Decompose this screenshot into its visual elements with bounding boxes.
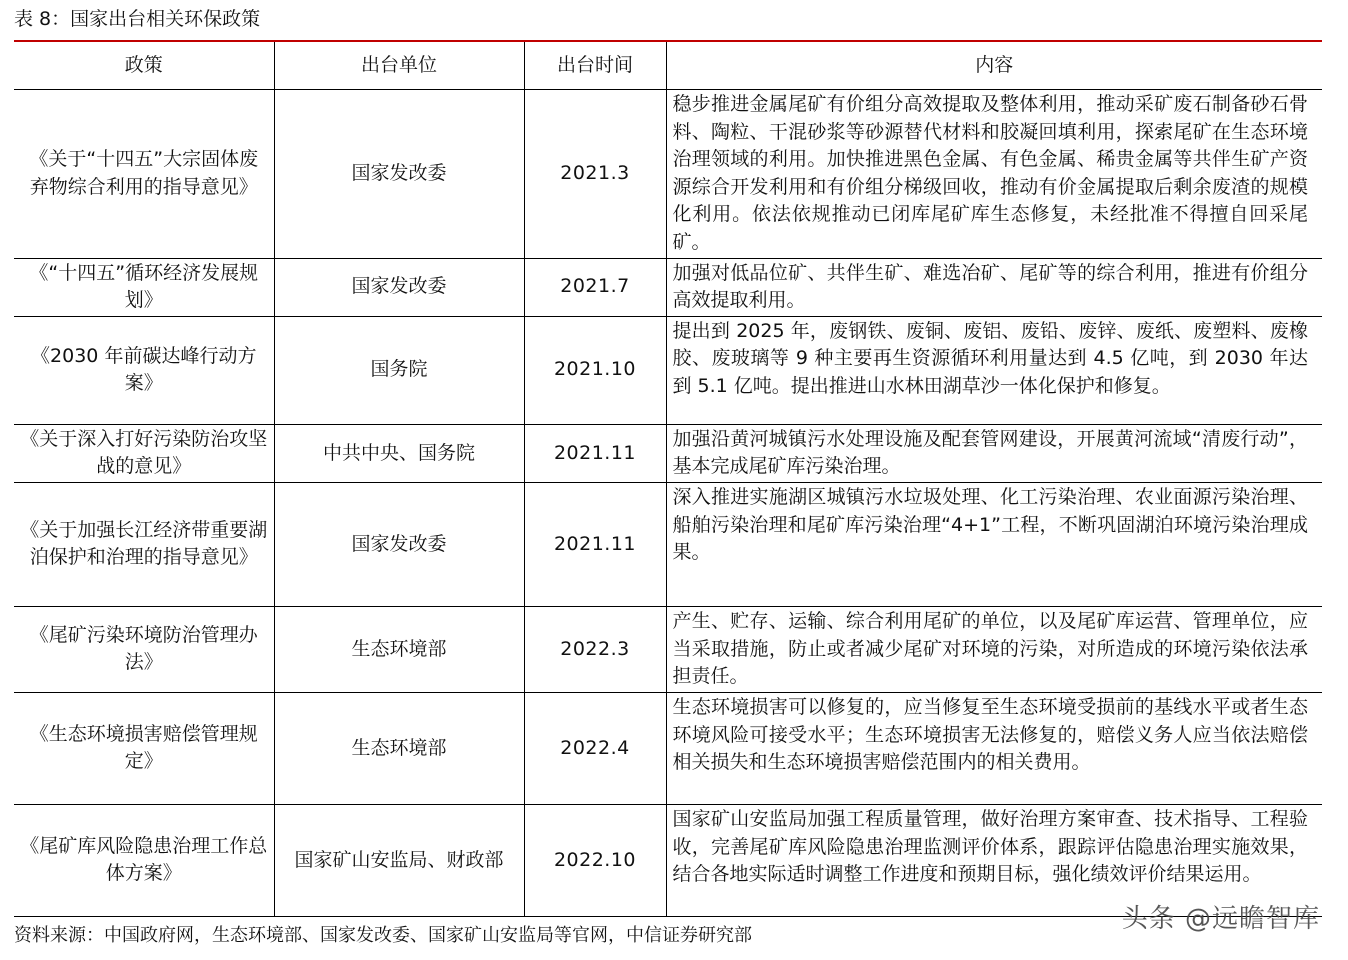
policy-cell: 《尾矿库风险隐患治理工作总体方案》 [14,804,274,916]
unit-cell: 国务院 [274,316,524,424]
date-cell: 2022.10 [524,804,666,916]
table-row [14,258,1322,316]
date-cell: 2021.7 [524,258,666,316]
table-body [14,90,1322,917]
table-row [14,482,1322,606]
policy-cell: 《尾矿污染环境防治管理办法》 [14,606,274,692]
policy-cell: 《关于“十四五”大宗固体废弃物综合利用的指导意见》 [14,90,274,259]
unit-cell: 中共中央、国务院 [274,424,524,482]
table-row [14,90,1322,259]
content-cell: 深入推进实施湖区城镇污水垃圾处理、化工污染治理、农业面源污染治理、船舶污染治理和尾矿库污染治理“4+1”工程，不断巩固湖泊环境污染治理成果。 [666,482,1322,606]
policy-cell: 《“十四五”循环经济发展规划》 [14,258,274,316]
policy-cell: 《生态环境损害赔偿管理规定》 [14,692,274,804]
table-row [14,692,1322,804]
content-cell: 加强沿黄河城镇污水处理设施及配套管网建设，开展黄河流域“清废行动”，基本完成尾矿库污染治理。 [666,424,1322,482]
table-row [14,424,1322,482]
content-cell: 产生、贮存、运输、综合利用尾矿的单位，以及尾矿库运营、管理单位，应当采取措施，防止或者减少尾矿对环境的污染，对所造成的环境污染依法承担责任。 [666,606,1322,692]
header-unit: 出台单位 [274,42,524,90]
table-row [14,316,1322,424]
table-caption: 表 8：国家出台相关环保政策 [14,8,261,30]
unit-cell: 生态环境部 [274,606,524,692]
policy-cell: 《关于加强长江经济带重要湖泊保护和治理的指导意见》 [14,482,274,606]
table-row [14,606,1322,692]
header-content: 内容 [666,42,1322,90]
content-cell: 生态环境损害可以修复的，应当修复至生态环境受损前的基线水平或者生态环境风险可接受水平；生态环境损害无法修复的，赔偿义务人应当依法赔偿相关损失和生态环境损害赔偿范围内的相关费用。 [666,692,1322,804]
policy-table [14,42,1322,917]
unit-cell: 国家发改委 [274,482,524,606]
unit-cell: 国家矿山安监局、财政部 [274,804,524,916]
source-note: 资料来源：中国政府网，生态环境部、国家发改委、国家矿山安监局等官网，中信证券研究部 [14,925,752,946]
header-date: 出台时间 [524,42,666,90]
content-cell: 稳步推进金属尾矿有价组分高效提取及整体利用，推动采矿废石制备砂石骨料、陶粒、干混砂浆等砂源替代材料和胶凝回填利用，探索尾矿在生态环境治理领域的利用。加快推进黑色金属、有色金属、稀贵金属等共伴生矿产资源综合开发利用和有价组分梯级回收，推动有价金属提取后剩余废渣的规模化利用。依法依规推动已闭库尾矿库生态修复，未经批准不得擅自回采尾矿。 [666,90,1322,259]
content-cell: 国家矿山安监局加强工程质量管理，做好治理方案审查、技术指导、工程验收，完善尾矿库风险隐患治理监测评价体系，跟踪评估隐患治理实施效果，结合各地实际适时调整工作进度和预期目标，强化绩效评价结果运用。 [666,804,1322,916]
date-cell: 2021.3 [524,90,666,259]
date-cell: 2021.11 [524,482,666,606]
watermark: 头条 @远瞻智库 [1121,904,1320,934]
unit-cell: 国家发改委 [274,258,524,316]
date-cell: 2021.10 [524,316,666,424]
date-cell: 2021.11 [524,424,666,482]
unit-cell: 生态环境部 [274,692,524,804]
content-cell: 提出到 2025 年，废钢铁、废铜、废铝、废铅、废锌、废纸、废塑料、废橡胶、废玻璃等 9 种主要再生资源循环利用量达到 4.5 亿吨，到 2030 年达到 5.1 亿吨。提出推进山水林田湖草沙一体化保护和修复。 [666,316,1322,424]
date-cell: 2022.3 [524,606,666,692]
date-cell: 2022.4 [524,692,666,804]
header-policy: 政策 [14,42,274,90]
header-row [14,42,1322,90]
policy-cell: 《关于深入打好污染防治攻坚战的意见》 [14,424,274,482]
policy-cell: 《2030 年前碳达峰行动方案》 [14,316,274,424]
unit-cell: 国家发改委 [274,90,524,259]
content-cell: 加强对低品位矿、共伴生矿、难选冶矿、尾矿等的综合利用，推进有价组分高效提取利用。 [666,258,1322,316]
